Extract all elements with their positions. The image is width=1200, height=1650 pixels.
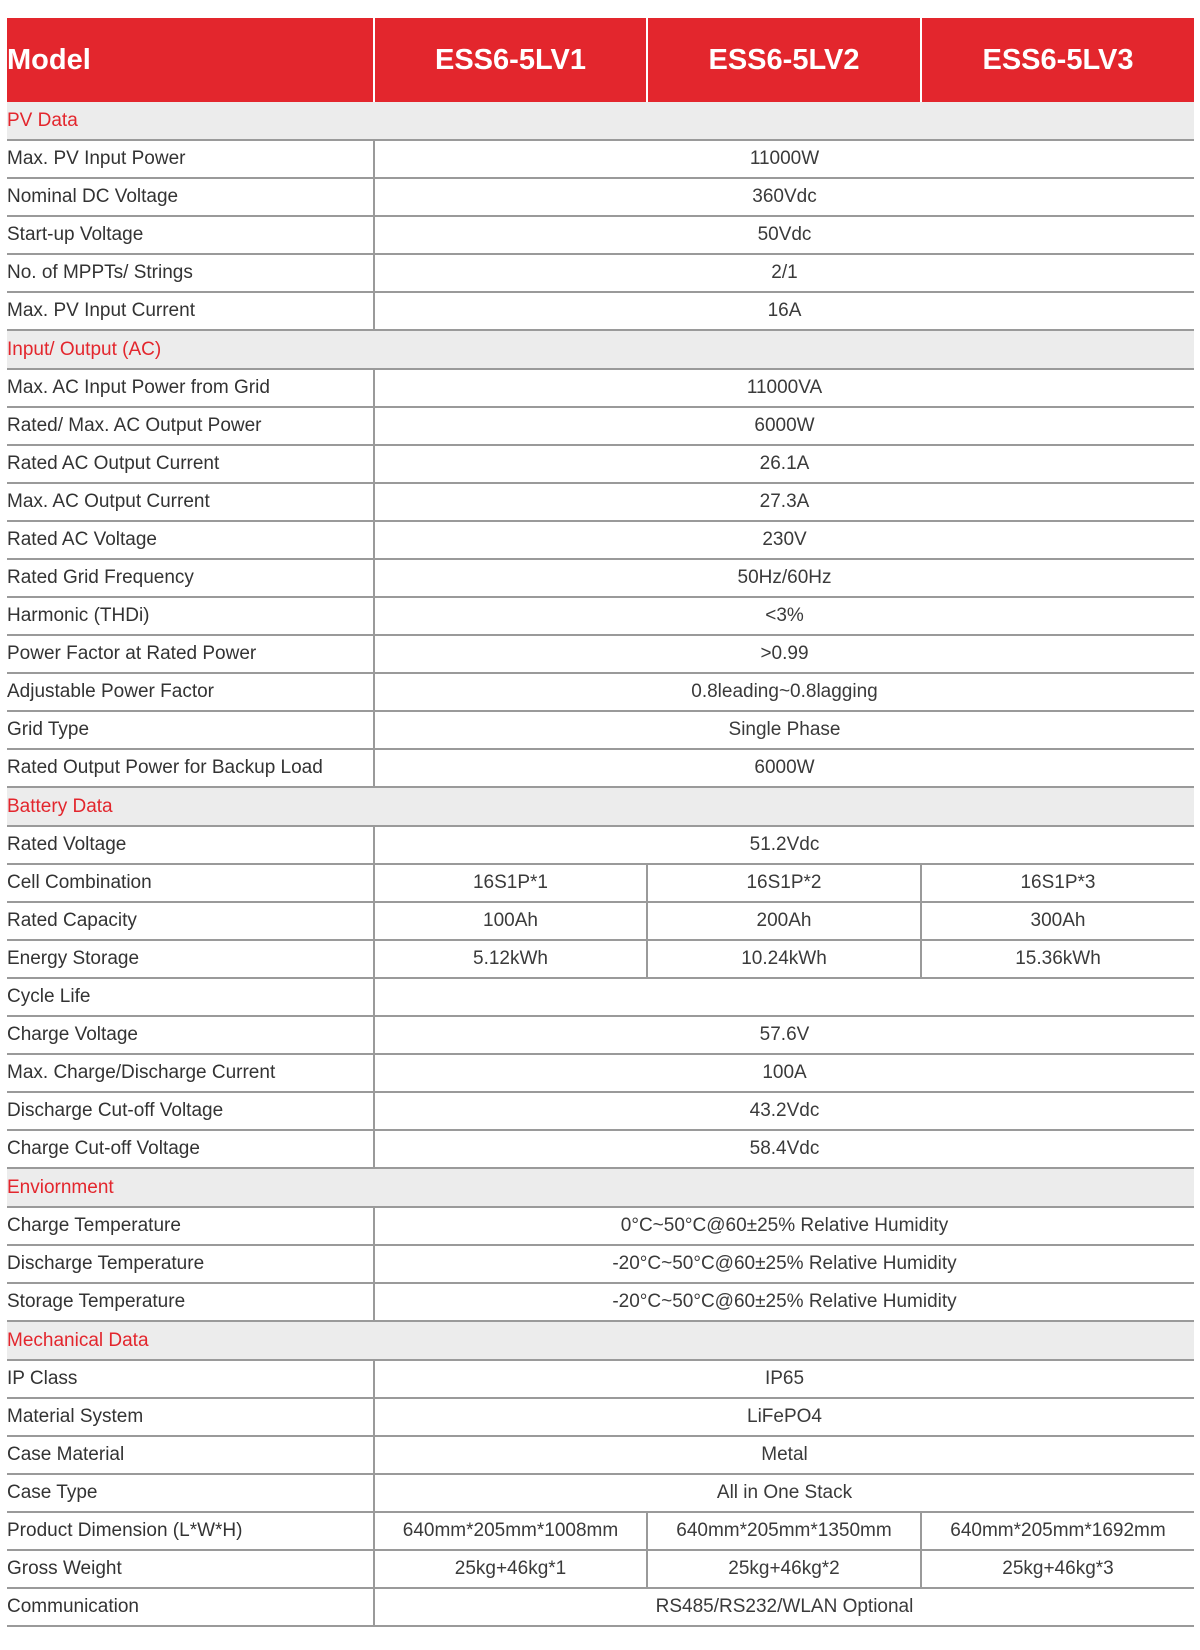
spec-row-max-pv-input-power — [7, 140, 1194, 178]
spec-row-no-of-mppts-strings — [7, 254, 1194, 292]
spec-value: IP65 — [374, 1360, 1194, 1398]
section-mechanical-data — [7, 1321, 1194, 1360]
spec-label: Charge Cut-off Voltage — [7, 1130, 374, 1168]
spec-row-material-system — [7, 1398, 1194, 1436]
spec-value: -20°C~50°C@60±25% Relative Humidity — [374, 1245, 1194, 1283]
spec-row-charge-voltage — [7, 1016, 1194, 1054]
spec-value: 25kg+46kg*2 — [647, 1550, 921, 1588]
spec-label: Discharge Cut-off Voltage — [7, 1092, 374, 1130]
spec-value: 16A — [374, 292, 1194, 330]
spec-value: LiFePO4 — [374, 1398, 1194, 1436]
spec-row-harmonic-thdi — [7, 597, 1194, 635]
spec-label: Charge Temperature — [7, 1207, 374, 1245]
spec-label: Rated AC Output Current — [7, 445, 374, 483]
spec-label: Communication — [7, 1588, 374, 1626]
spec-value: 640mm*205mm*1008mm — [374, 1512, 647, 1550]
spec-row-discharge-temperature — [7, 1245, 1194, 1283]
header-row — [7, 18, 1194, 102]
spec-value: 0.8leading~0.8lagging — [374, 673, 1194, 711]
spec-value: 300Ah — [921, 902, 1194, 940]
spec-row-communication — [7, 1588, 1194, 1626]
spec-row-charge-temperature — [7, 1207, 1194, 1245]
spec-label: Rated Output Power for Backup Load — [7, 749, 374, 787]
spec-value: -20°C~50°C@60±25% Relative Humidity — [374, 1283, 1194, 1321]
spec-label: Max. PV Input Power — [7, 140, 374, 178]
model-column-header: ESS6-5LV2 — [647, 18, 921, 102]
spec-value: 26.1A — [374, 445, 1194, 483]
section-input-output-ac — [7, 330, 1194, 369]
spec-label: Rated/ Max. AC Output Power — [7, 407, 374, 445]
spec-value: 25kg+46kg*1 — [374, 1550, 647, 1588]
spec-row-storage-temperature — [7, 1283, 1194, 1321]
spec-row-rated-ac-voltage — [7, 521, 1194, 559]
spec-label: Max. AC Input Power from Grid — [7, 369, 374, 407]
spec-value: RS485/RS232/WLAN Optional — [374, 1588, 1194, 1626]
spec-value: 57.6V — [374, 1016, 1194, 1054]
spec-label: Grid Type — [7, 711, 374, 749]
spec-value: 50Hz/60Hz — [374, 559, 1194, 597]
spec-label: Max. AC Output Current — [7, 483, 374, 521]
section-battery-data — [7, 787, 1194, 826]
spec-value — [374, 978, 1194, 1016]
spec-row-adjustable-power-factor — [7, 673, 1194, 711]
spec-value: 2/1 — [374, 254, 1194, 292]
spec-value: 0°C~50°C@60±25% Relative Humidity — [374, 1207, 1194, 1245]
spec-row-cell-combination — [7, 864, 1194, 902]
spec-row-max-pv-input-current — [7, 292, 1194, 330]
spec-row-max-ac-output-current — [7, 483, 1194, 521]
spec-value: Metal — [374, 1436, 1194, 1474]
spec-label: Adjustable Power Factor — [7, 673, 374, 711]
spec-table — [7, 18, 1194, 1627]
spec-label: Product Dimension (L*W*H) — [7, 1512, 374, 1550]
spec-row-product-dimension-l-w-h — [7, 1512, 1194, 1550]
spec-value: 15.36kWh — [921, 940, 1194, 978]
spec-row-gross-weight — [7, 1550, 1194, 1588]
spec-label: Material System — [7, 1398, 374, 1436]
section-pv-data — [7, 102, 1194, 140]
spec-label: Cycle Life — [7, 978, 374, 1016]
spec-label: Discharge Temperature — [7, 1245, 374, 1283]
spec-value: <3% — [374, 597, 1194, 635]
spec-label: Case Material — [7, 1436, 374, 1474]
spec-body — [7, 102, 1194, 1626]
spec-value: 360Vdc — [374, 178, 1194, 216]
spec-value: 51.2Vdc — [374, 826, 1194, 864]
spec-value: 16S1P*2 — [647, 864, 921, 902]
spec-label: No. of MPPTs/ Strings — [7, 254, 374, 292]
section-title: Enviornment — [7, 1168, 1194, 1207]
section-title: PV Data — [7, 102, 1194, 140]
spec-value: 100A — [374, 1054, 1194, 1092]
section-title: Input/ Output (AC) — [7, 330, 1194, 369]
spec-label: IP Class — [7, 1360, 374, 1398]
spec-row-case-material — [7, 1436, 1194, 1474]
spec-value: 640mm*205mm*1692mm — [921, 1512, 1194, 1550]
spec-label: Harmonic (THDi) — [7, 597, 374, 635]
model-column-header: ESS6-5LV1 — [374, 18, 647, 102]
spec-row-rated-ac-output-current — [7, 445, 1194, 483]
spec-value: 10.24kWh — [647, 940, 921, 978]
spec-row-max-ac-input-power-from-grid — [7, 369, 1194, 407]
spec-label: Rated Voltage — [7, 826, 374, 864]
spec-label: Gross Weight — [7, 1550, 374, 1588]
section-enviornment — [7, 1168, 1194, 1207]
model-header: Model — [7, 18, 374, 102]
model-column-header: ESS6-5LV3 — [921, 18, 1194, 102]
spec-row-rated-output-power-for-backup-load — [7, 749, 1194, 787]
spec-value: >0.99 — [374, 635, 1194, 673]
spec-row-charge-cut-off-voltage — [7, 1130, 1194, 1168]
section-title: Mechanical Data — [7, 1321, 1194, 1360]
spec-value: Single Phase — [374, 711, 1194, 749]
spec-label: Rated Capacity — [7, 902, 374, 940]
spec-label: Energy Storage — [7, 940, 374, 978]
spec-row-start-up-voltage — [7, 216, 1194, 254]
spec-label: Start-up Voltage — [7, 216, 374, 254]
spec-row-rated-grid-frequency — [7, 559, 1194, 597]
spec-row-power-factor-at-rated-power — [7, 635, 1194, 673]
spec-label: Charge Voltage — [7, 1016, 374, 1054]
spec-label: Nominal DC Voltage — [7, 178, 374, 216]
spec-value: 11000W — [374, 140, 1194, 178]
spec-value: 6000W — [374, 749, 1194, 787]
spec-label: Cell Combination — [7, 864, 374, 902]
spec-row-rated-max-ac-output-power — [7, 407, 1194, 445]
spec-row-discharge-cut-off-voltage — [7, 1092, 1194, 1130]
spec-row-nominal-dc-voltage — [7, 178, 1194, 216]
spec-label: Power Factor at Rated Power — [7, 635, 374, 673]
spec-value: 16S1P*1 — [374, 864, 647, 902]
section-title: Battery Data — [7, 787, 1194, 826]
spec-value: 5.12kWh — [374, 940, 647, 978]
spec-label: Max. Charge/Discharge Current — [7, 1054, 374, 1092]
spec-label: Storage Temperature — [7, 1283, 374, 1321]
spec-value: 11000VA — [374, 369, 1194, 407]
spec-value: 25kg+46kg*3 — [921, 1550, 1194, 1588]
spec-label: Rated Grid Frequency — [7, 559, 374, 597]
spec-label: Case Type — [7, 1474, 374, 1512]
spec-row-case-type — [7, 1474, 1194, 1512]
spec-value: 50Vdc — [374, 216, 1194, 254]
spec-value: 6000W — [374, 407, 1194, 445]
spec-row-energy-storage — [7, 940, 1194, 978]
spec-label: Rated AC Voltage — [7, 521, 374, 559]
spec-label: Max. PV Input Current — [7, 292, 374, 330]
spec-value: 16S1P*3 — [921, 864, 1194, 902]
spec-value: All in One Stack — [374, 1474, 1194, 1512]
spec-row-ip-class — [7, 1360, 1194, 1398]
spec-value: 58.4Vdc — [374, 1130, 1194, 1168]
spec-value: 43.2Vdc — [374, 1092, 1194, 1130]
spec-value: 27.3A — [374, 483, 1194, 521]
spec-value: 100Ah — [374, 902, 647, 940]
spec-value: 230V — [374, 521, 1194, 559]
spec-row-grid-type — [7, 711, 1194, 749]
spec-value: 200Ah — [647, 902, 921, 940]
spec-row-cycle-life — [7, 978, 1194, 1016]
spec-row-max-charge-discharge-current — [7, 1054, 1194, 1092]
spec-row-rated-voltage — [7, 826, 1194, 864]
spec-row-rated-capacity — [7, 902, 1194, 940]
spec-value: 640mm*205mm*1350mm — [647, 1512, 921, 1550]
